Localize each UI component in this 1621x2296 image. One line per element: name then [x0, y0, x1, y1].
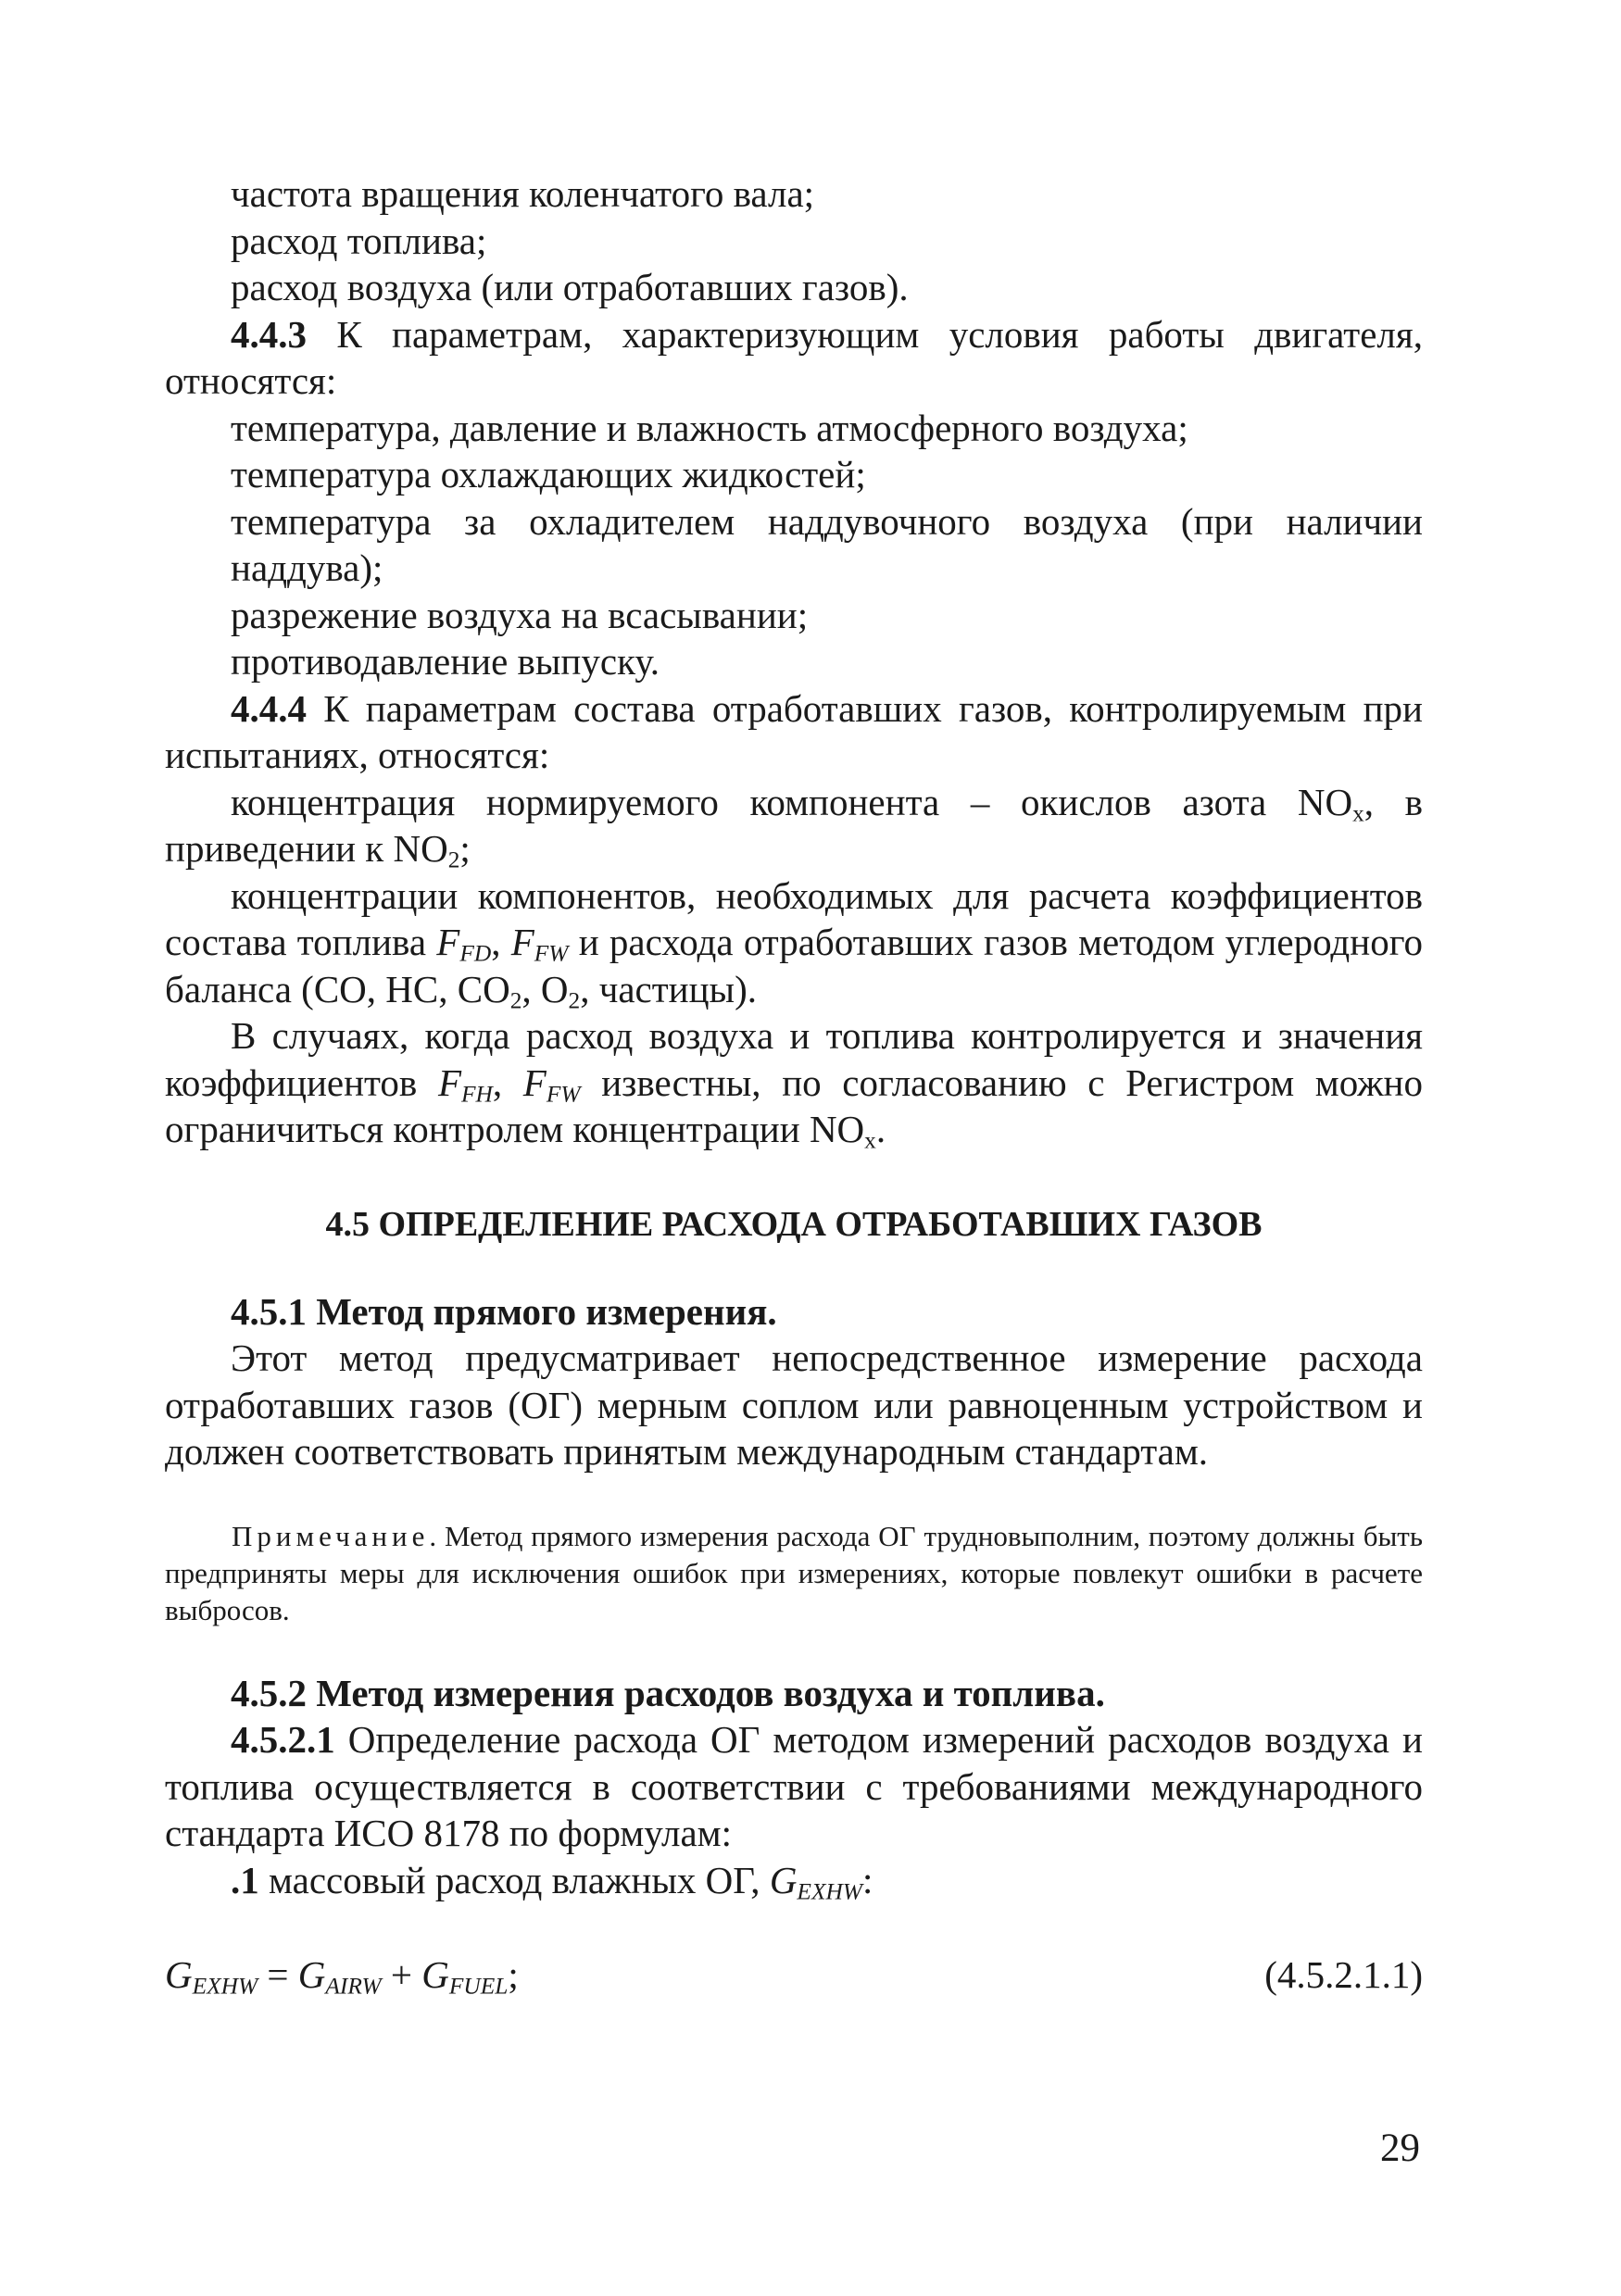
text-run: .	[875, 1108, 886, 1150]
note-label: Примечание	[232, 1519, 430, 1552]
subscript: FW	[534, 940, 569, 967]
list-item: температура, давление и влажность атмосферного воздуха;	[231, 406, 1188, 449]
subscript: 2	[568, 986, 581, 1013]
text-run: концентрация нормируемого компонента – окислов азота NO	[231, 780, 1353, 823]
paragraph-text: Определение расхода ОГ методом измерений расходов воздуха и топлива осуществляется в соответствии с требованиями международного стандарта ИСО 8178 по формулам:	[165, 1718, 1423, 1854]
text-run: ,	[491, 921, 511, 963]
clause-number: 4.5.2.1	[231, 1718, 335, 1761]
clause-number: 4.4.4	[231, 686, 307, 730]
paragraph-4-5-1: Этот метод предусматривает непосредственное измерение расхода отработавших газов (ОГ) мерным соплом или равноценным устройством и должен соответствовать принятым международным стандартам.	[165, 1336, 1423, 1473]
subscript: FD	[459, 940, 492, 967]
symbol: G	[165, 1953, 193, 1996]
symbol: F	[437, 1060, 461, 1104]
paragraph-cases	[165, 1012, 1423, 1153]
equation-number: (4.5.2.1.1)	[1264, 1953, 1423, 1996]
symbol: G	[297, 1953, 326, 1996]
list-item: частота вращения коленчатого вала;	[231, 172, 815, 215]
list-item-nox	[165, 779, 1423, 872]
subscript: x	[1352, 799, 1364, 826]
symbol: G	[769, 1858, 798, 1901]
text-run: :	[861, 1858, 873, 1901]
paragraph-text: К параметрам, характеризующим условия работы двигателя, относятся:	[165, 312, 1423, 402]
subsection-title-4-5-2: 4.5.2 Метод измерения расходов воздуха и топлива.	[231, 1671, 1105, 1714]
subscript: AIRW	[325, 1973, 382, 2000]
item-number: .1	[231, 1858, 259, 1901]
text-run: ;	[459, 827, 471, 870]
page-number: 29	[1380, 2127, 1420, 2170]
subscript: FW	[546, 1080, 581, 1107]
list-item: противодавление выпуску.	[231, 640, 660, 683]
operator: =	[258, 1953, 298, 1996]
symbol: F	[510, 921, 534, 963]
note-text: . Метод прямого измерения расхода ОГ трудновыполним, поэтому должны быть предприняты меры для исключения ошибок при измерениях, которые повлекут ошибки в расчете выбросов.	[165, 1519, 1423, 1626]
formula-row	[165, 1951, 1423, 2000]
text-run: , частицы).	[580, 967, 757, 1010]
subscript: 2	[509, 986, 522, 1013]
list-item-components	[165, 872, 1423, 1013]
subscript: 2	[447, 847, 460, 873]
symbol: G	[421, 1953, 449, 1996]
subscript: x	[864, 1127, 876, 1154]
section-heading: 4.5 ОПРЕДЕЛЕНИЕ РАСХОДА ОТРАБОТАВШИХ ГАЗОВ	[325, 1204, 1263, 1244]
list-item-1	[165, 1857, 1423, 1904]
text-run: ,	[492, 1060, 523, 1104]
text-run: и расхода отработавших газов методом углеродного баланса (CO, HC, CO	[165, 921, 1423, 1010]
symbol: F	[436, 921, 460, 963]
list-item: температура охлаждающих жидкостей;	[231, 453, 866, 496]
list-item: расход топлива;	[231, 219, 487, 262]
text-run: , в приведении к NO	[165, 780, 1424, 870]
operator: +	[381, 1953, 422, 1996]
text-run: ;	[508, 1953, 519, 1996]
paragraph-4-4-4	[165, 685, 1423, 779]
text-run: концентрации компонентов, необходимых для расчета коэффициентов состава топлива	[165, 873, 1423, 963]
text-run: массовый расход влажных ОГ,	[258, 1858, 770, 1901]
list-item: разрежение воздуха на всасывании;	[231, 593, 809, 636]
subscript: EXHW	[797, 1877, 862, 1904]
page-text	[165, 170, 1423, 2000]
text-run: В случаях, когда расход воздуха и топлива контролируется и значения коэффициентов	[165, 1014, 1423, 1104]
subsection-title-4-5-1: 4.5.1 Метод прямого измерения.	[231, 1289, 777, 1333]
list-item: расход воздуха (или отработавших газов).	[231, 266, 909, 308]
text-run: , O	[521, 967, 569, 1010]
paragraph-4-5-2-1	[165, 1716, 1423, 1857]
clause-number: 4.4.3	[231, 312, 307, 356]
subscript: EXHW	[192, 1973, 258, 2000]
list-item: температура за охладителем наддувочного воздуха (при наличии наддува);	[231, 499, 1423, 589]
text-run: известны, по согласованию с Регистром можно ограничиться контролем концентрации NO	[165, 1060, 1423, 1150]
paragraph-text: К параметрам состава отработавших газов, контролируемым при испытаниях, относятся:	[165, 686, 1423, 776]
symbol: F	[522, 1060, 547, 1104]
subscript: FUEL	[448, 1973, 509, 2000]
subscript: FH	[461, 1080, 493, 1107]
formula	[165, 1951, 519, 1999]
note	[165, 1518, 1423, 1629]
paragraph-4-4-3	[165, 311, 1423, 405]
